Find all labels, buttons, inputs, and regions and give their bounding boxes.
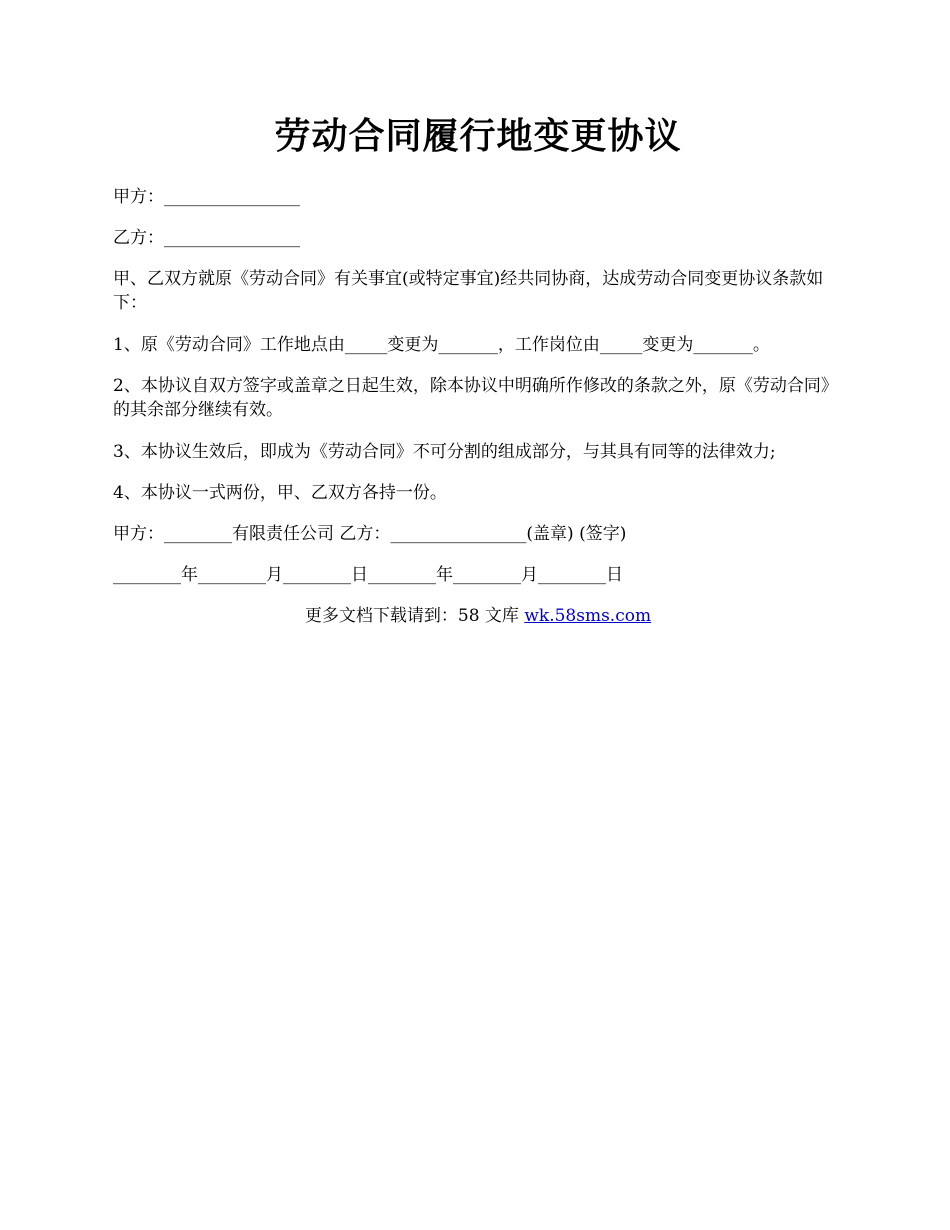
footer-link[interactable]: wk.58sms.com — [524, 606, 652, 626]
date-line: ________年________月________日________年________月________日 — [113, 565, 623, 585]
party-a-line: 甲方：________________ — [113, 187, 300, 207]
signature-line: 甲方：________有限责任公司 乙方：________________(盖章) (签字) — [113, 524, 627, 544]
clause-2: 2、本协议自双方签字或盖章之日起生效，除本协议中明确所作修改的条款之外，原《劳动合同》的其余部分继续有效。 — [113, 376, 838, 420]
document-title: 劳动合同履行地变更协议 — [274, 115, 682, 157]
party-b-line: 乙方：________________ — [113, 228, 300, 248]
footer-text: 更多文档下载请到：58 文库 — [304, 606, 525, 626]
clause-3: 3、本协议生效后，即成为《劳动合同》不可分割的组成部分，与其具有同等的法律效力; — [113, 442, 776, 462]
footer — [113, 604, 843, 628]
document-page — [113, 112, 843, 628]
intro-paragraph: 甲、乙双方就原《劳动合同》有关事宜(或特定事宜)经共同协商，达成劳动合同变更协议条款如下： — [113, 269, 824, 313]
clause-1: 1、原《劳动合同》工作地点由_____变更为_______，工作岗位由_____变更为_______。 — [113, 335, 770, 355]
clause-4: 4、本协议一式两份，甲、乙双方各持一份。 — [113, 483, 447, 503]
